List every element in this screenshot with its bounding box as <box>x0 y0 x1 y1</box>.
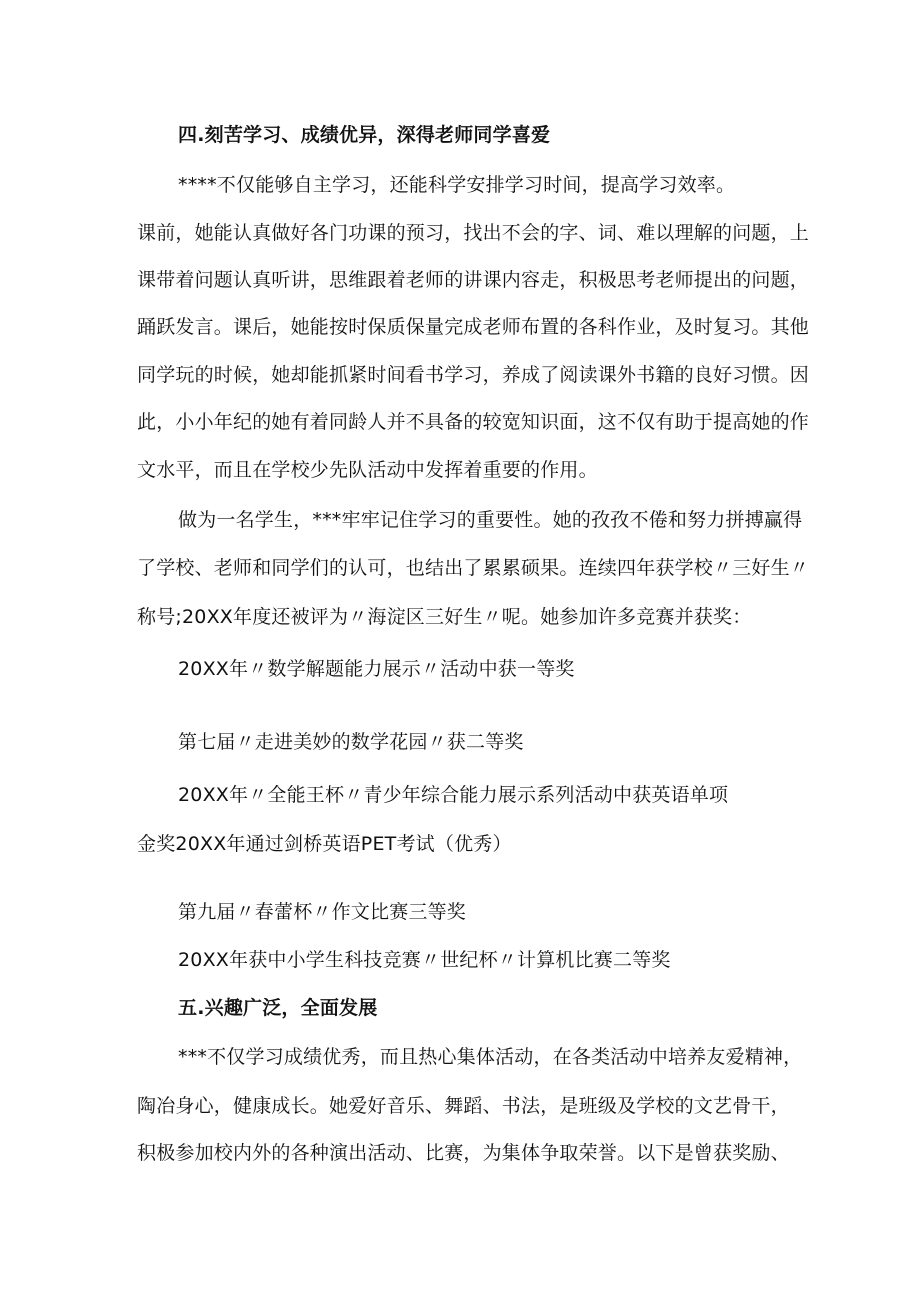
award-item: 20XX年〃数学解题能力展示〃活动中获一等奖 <box>178 658 575 680</box>
award-item: 第七届〃走进美妙的数学花园〃获二等奖 <box>178 731 524 753</box>
paragraph-line: 课前，她能认真做好各门功课的预习，找出不会的字、词、难以理解的问题，上 <box>137 222 810 244</box>
paragraph-line: 做为一名学生，***牢牢记住学习的重要性。她的孜孜不倦和努力拼搏赢得 <box>178 509 803 531</box>
paragraph-line: 同学玩的时候，她却能抓紧时间看书学习，养成了阅读课外书籍的良好习惯。因 <box>137 364 810 386</box>
paragraph-line: 踊跃发言。课后，她能按时保质保量完成老师布置的各科作业，及时复习。其他 <box>137 316 810 338</box>
section-heading-4: 四.刻苦学习、成绩优异，深得老师同学喜爱 <box>178 124 551 146</box>
paragraph-line: 此，小小年纪的她有着同龄人并不具备的较宽知识面，这不仅有助于提高她的作 <box>137 411 810 433</box>
paragraph-line: 课带着问题认真听讲，思维跟着老师的讲课内容走，积极思考老师提出的问题， <box>137 269 810 291</box>
award-item: 第九届〃春蕾杯〃作文比赛三等奖 <box>178 901 467 923</box>
paragraph-line: ***不仅学习成绩优秀，而且热心集体活动，在各类活动中培养友爱精神， <box>178 1046 803 1068</box>
paragraph-line: 了学校、老师和同学们的认可，也结出了累累硕果。连续四年获学校〃三好生〃 <box>137 557 810 579</box>
paragraph-line: 陶冶身心，健康成长。她爱好音乐、舞蹈、书法，是班级及学校的文艺骨干， <box>137 1095 790 1117</box>
award-item: 金奖20XX年通过剑桥英语PET考试（优秀） <box>137 833 512 855</box>
section-heading-5: 五.兴趣广泛，全面发展 <box>178 997 378 1019</box>
award-item: 20XX年获中小学生科技竞赛〃世纪杯〃计算机比赛二等奖 <box>178 949 671 971</box>
award-item: 20XX年〃全能王杯〃青少年综合能力展示系列活动中获英语单项 <box>178 784 729 806</box>
paragraph-line: 文水平，而且在学校少先队活动中发挥着重要的作用。 <box>137 459 598 481</box>
paragraph-line: 称号;20XX年度还被评为〃海淀区三好生〃呢。她参加许多竞赛并获奖： <box>137 606 752 628</box>
paragraph-line: ****不仅能够自主学习，还能科学安排学习时间，提高学习效率。 <box>178 174 736 196</box>
paragraph-line: 积极参加校内外的各种演出活动、比赛，为集体争取荣誉。以下是曾获奖励、 <box>137 1142 790 1164</box>
